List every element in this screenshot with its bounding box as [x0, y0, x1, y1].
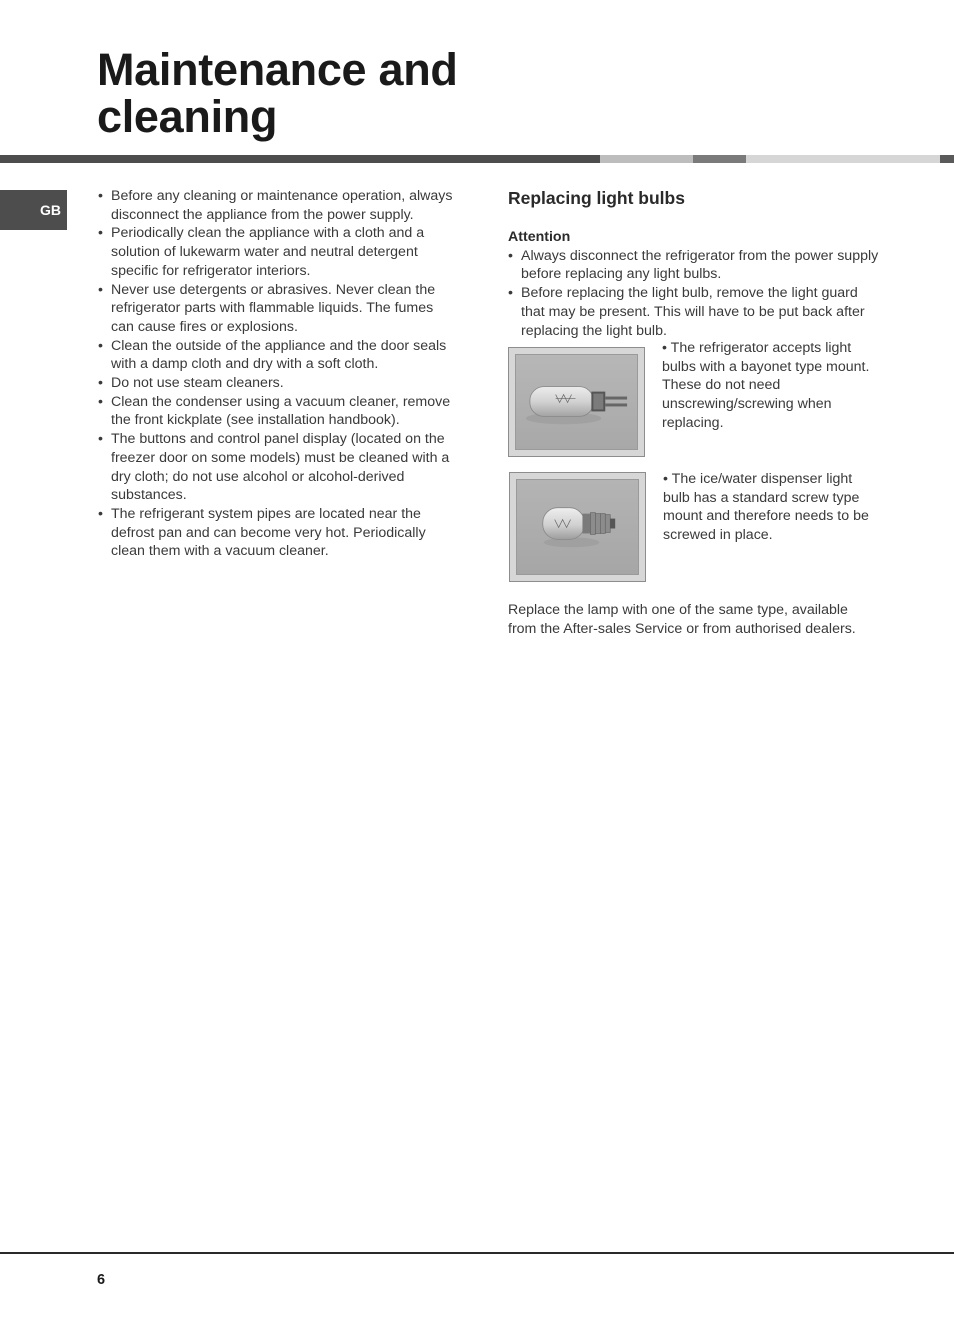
screw-bulb-image	[517, 480, 638, 574]
list-item: • Clean the condenser using a vacuum cleaner, remove the front kickplate (see installation handbook).	[98, 393, 460, 430]
cleaning-instructions	[98, 187, 460, 561]
bayonet-mount-note: • The refrigerator accepts light bulbs with a bayonet type mount. These do not need unscrewing/screwing when replacing.	[662, 340, 870, 431]
screw-bulb-photo	[509, 472, 646, 582]
header-rule-segment	[940, 155, 954, 163]
list-item: • Never use detergents or abrasives. Never clean the refrigerator parts with flammable liquids. The fumes can cause fires or explosions.	[98, 281, 460, 337]
bayonet-bulb-image	[516, 355, 637, 449]
section-heading: Replacing light bulbs	[508, 188, 685, 208]
page-title: Maintenance and cleaning	[97, 44, 458, 142]
list-item: • Before any cleaning or maintenance operation, always disconnect the appliance from the power supply.	[98, 187, 460, 224]
list-item: • Before replacing the light bulb, remove the light guard that may be present. This will have to be put back after replacing the light bulb.	[508, 284, 880, 340]
list-item: • Clean the outside of the appliance and the door seals with a damp cloth and dry with a soft cloth.	[98, 337, 460, 374]
attention-bullet-list	[508, 247, 880, 341]
cleaning-bullet-list	[98, 187, 460, 561]
list-item: • The refrigerant system pipes are located near the defrost pan and can become very hot. Periodically clean them with a vacuum cleaner.	[98, 505, 460, 561]
screw-mount-note: • The ice/water dispenser light bulb has a standard screw type mount and therefore needs to be screwed in place.	[663, 471, 869, 544]
header-rule-segment	[0, 155, 600, 163]
footer-rule	[0, 1252, 954, 1254]
list-item: • Do not use steam cleaners.	[98, 374, 460, 393]
bayonet-bulb-photo	[508, 347, 645, 457]
list-item: • The buttons and control panel display (located on the freezer door on some models) must be cleaned with a dry cloth; do not use alcohol or alcohol-derived substances.	[98, 430, 460, 505]
attention-label: Attention	[508, 229, 571, 245]
list-item: • Periodically clean the appliance with a cloth and a solution of lukewarm water and neutral detergent specific for refrigerator interiors.	[98, 224, 460, 280]
language-tab: GB	[0, 190, 67, 230]
replacement-note: Replace the lamp with one of the same type, available from the After-sales Service or from authorised dealers.	[508, 602, 856, 637]
header-rule-segment	[746, 155, 940, 163]
list-item: • Always disconnect the refrigerator from the power supply before replacing any light bulbs.	[508, 247, 880, 284]
page-number: 6	[97, 1272, 106, 1288]
replacing-bulbs-section	[508, 187, 880, 340]
header-rule-segment	[600, 155, 693, 163]
header-rule-segment	[693, 155, 746, 163]
